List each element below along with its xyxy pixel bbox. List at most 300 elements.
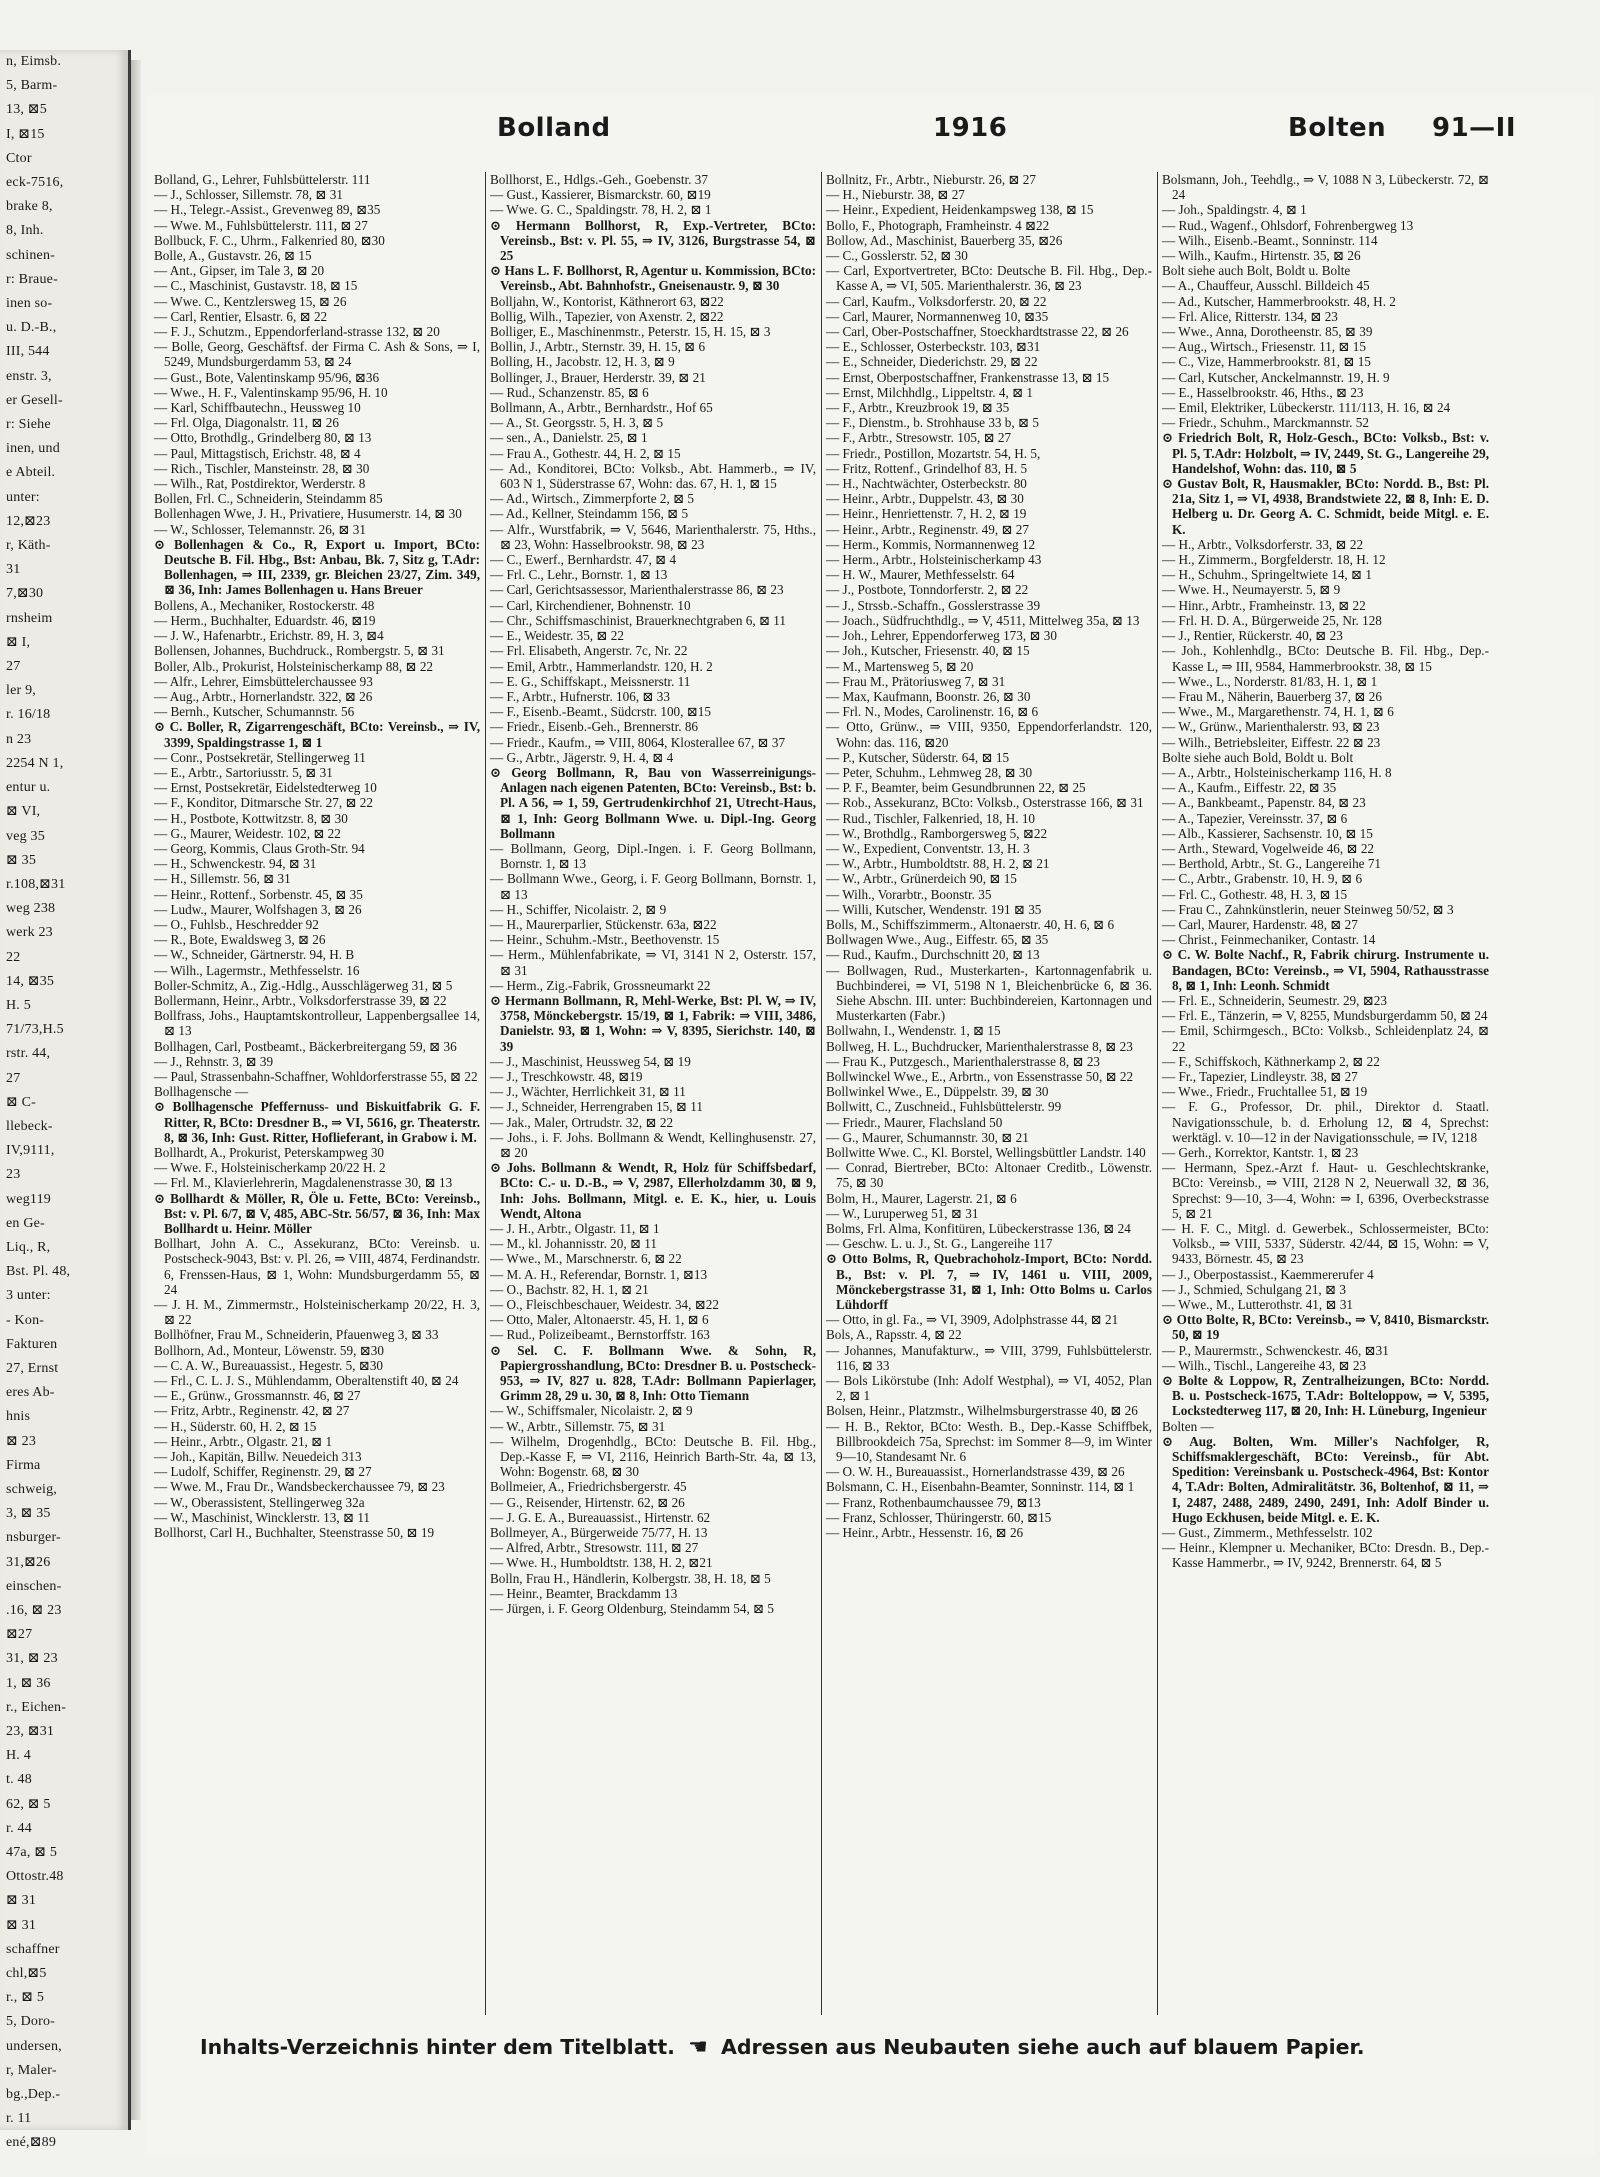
firm-entry: ⊙ Bollenhagen & Co., R, Export u. Import, BCto: Deutsche B. Fil. Hbg., Bst: Anbau, Bk. 7, Sitz g, T.Adr: Bollenhagen, ⇒ III, 2339, gr. Bleichen 23/27, Zim. 349, ⊠ 36, Inh: James Bollenhagen u. Hans Breuer (154, 536, 480, 598)
left-page-fragment: 31 (6, 562, 21, 578)
directory-entry: — Ernst, Milchhdlg., Lippeltstr. 4, ⊠ 1 (826, 384, 1034, 400)
directory-entry: — Wwe. C., Kentzlersweg 15, ⊠ 26 (154, 293, 347, 309)
directory-entry: — C., Gosslerstr. 52, ⊠ 30 (826, 248, 968, 264)
directory-entry: — O., Fuhlsb., Heschredder 92 (154, 916, 319, 932)
header-year: 1916 (933, 113, 1008, 143)
directory-entry: — J., Rentier, Rückerstr. 40, ⊠ 23 (1162, 628, 1343, 644)
left-page-fragment: 62, ⊠ 5 (6, 1796, 51, 1812)
left-page-fragment: 3, ⊠ 35 (6, 1506, 51, 1522)
directory-entry: — Gerh., Korrektor, Kantstr. 1, ⊠ 23 (1162, 1145, 1359, 1160)
directory-entry: Bolljahn, W., Kontorist, Käthnerort 63, ⊠22 (490, 293, 724, 309)
directory-entry: — Rud., Tischler, Falkenried, 18, H. 10 (826, 810, 1036, 826)
directory-entry: Bolsen, Heinr., Platzmstr., Wilhelmsburgerstrasse 40, ⊠ 26 (826, 1403, 1138, 1419)
left-page-fragment: 27 (6, 659, 21, 675)
left-page-fragment: inen so- (6, 296, 53, 312)
directory-entry: — Frl. E., Tänzerin, ⇒ V, 8255, Mundsburgerdamm 50, ⊠ 24 (1162, 1008, 1488, 1024)
directory-entry: — H., Nachtwächter, Osterbeckstr. 80 (826, 476, 1027, 492)
directory-entry: — H., Nieburstr. 38, ⊠ 27 (826, 187, 965, 203)
left-page-fragment: Firma (6, 1457, 41, 1473)
directory-entry: — J., Wächter, Herrlichkeit 31, ⊠ 11 (490, 1084, 686, 1100)
directory-entry: — Joh., Kohlenhdlg., BCto: Deutsche B. Fil. Hbg., Dep.-Kasse L, ⇒ III, 9584, Hammerbrookstr. 38, ⊠ 15 (1162, 643, 1489, 674)
firm-entry: ⊙ C. W. Bolte Nachf., R, Fabrik chirurg. Instrumente u. Bandagen, BCto: Vereinsb., ⇒ VI, 5904, Rathausstrasse 8, ⊠ 1, Inh: Leonh. Schmidt (1162, 947, 1489, 993)
directory-entry: — Georg, Kommis, Claus Groth-Str. 94 (154, 840, 365, 856)
directory-entry: — Otto, in gl. Fa., ⇒ VI, 3909, Adolphstrasse 44, ⊠ 21 (826, 1312, 1119, 1328)
directory-entry: — Emil, Arbtr., Hammerlandstr. 120, H. 2 (490, 658, 713, 674)
directory-entry: — F., Arbtr., Stresowstr. 105, ⊠ 27 (826, 430, 1012, 446)
directory-entry: — Carl, Ober-Postschaffner, Stoeckhardtstrasse 22, ⊠ 26 (826, 324, 1129, 340)
left-page-fragment: III, 544 (6, 344, 50, 360)
directory-entry: — Paul, Strassenbahn-Schaffner, Wohldorferstrasse 55, ⊠ 22 (154, 1068, 478, 1084)
directory-entry: — Johs., i. F. Johs. Bollmann & Wendt, Kellinghusenstr. 27, ⊠ 20 (490, 1129, 816, 1160)
directory-entry: — W., Arbtr., Humboldtstr. 88, H. 2, ⊠ 21 (826, 856, 1050, 872)
directory-entry: Bollmeier, A., Friedrichsbergerstr. 45 (490, 1479, 687, 1495)
directory-entry: — Heinr., Arbtr., Hessenstr. 16, ⊠ 26 (826, 1525, 1024, 1541)
directory-entry: — Wilh., Lagermstr., Methfesselstr. 16 (154, 962, 360, 978)
left-page-fragment: veg 35 (6, 828, 45, 844)
footer-new-buildings-note: Adressen aus Neubauten siehe auch auf blauem Papier. (720, 2035, 1365, 2059)
directory-entry: — Wwe., Friedr., Fruchtallee 51, ⊠ 19 (1162, 1084, 1368, 1100)
directory-entry: — H., Arbtr., Volksdorferstr. 33, ⊠ 22 (1162, 536, 1364, 552)
left-page-fragment: ⊠ 31 (6, 1917, 37, 1933)
left-page-fragment: hnis (6, 1409, 31, 1425)
directory-entry: Boller-Schmitz, A., Zig.-Hdlg., Ausschlägerweg 31, ⊠ 5 (154, 977, 453, 993)
directory-entry: — Berthold, Arbtr., St. G., Langereihe 71 (1162, 856, 1382, 872)
directory-page (145, 95, 1595, 2155)
directory-entry: — H., Süderstr. 60, H. 2, ⊠ 15 (154, 1418, 317, 1434)
directory-entry: — J. H. M., Zimmermstr., Holsteinischerkamp 20/22, H. 3, ⊠ 22 (154, 1297, 480, 1328)
directory-entry: — Emil, Schirmgesch., BCto: Volksb., Schleidenplatz 24, ⊠ 22 (1162, 1023, 1489, 1054)
directory-entry: — Frl. E., Schneiderin, Seumestr. 29, ⊠23 (1162, 992, 1387, 1008)
directory-entry: — G., Maurer, Schumannstr. 30, ⊠ 21 (826, 1129, 1029, 1145)
pointing-hand-icon: ☚ (688, 2035, 708, 2060)
directory-entry: Bollensen, Johannes, Buchdruck., Rombergstr. 5, ⊠ 31 (154, 643, 445, 659)
left-page-fragment: llebeck- (6, 1118, 53, 1134)
directory-entry: — F., Schiffskoch, Käthnerkamp 2, ⊠ 22 (1162, 1053, 1380, 1069)
firm-entry: ⊙ Johs. Bollmann & Wendt, R, Holz für Schiffsbedarf, BCto: C.- u. D.-B., ⇒ V, 2987, Ellerholzdamm 30, ⊠ 9, Inh: Johs. Bollmann, Mitgl. e. E. K., hier, u. Louis Wendt, Altona (490, 1160, 816, 1221)
left-page-fragment: 2254 N 1, (6, 755, 64, 771)
directory-entry: — Heinr., Arbtr., Olgastr. 21, ⊠ 1 (154, 1433, 333, 1449)
directory-entry: — Otto, Brothdlg., Grindelberg 80, ⊠ 13 (154, 430, 372, 446)
directory-entry: — Frl. M., Klavierlehrerin, Magdalenenstrasse 30, ⊠ 13 (154, 1175, 453, 1191)
directory-entry: — Franz, Rothenbaumchaussee 79, ⊠13 (826, 1494, 1041, 1510)
left-page-fragment: ⊠ 23 (6, 1433, 37, 1449)
directory-entry: — C., Maschinist, Gustavstr. 18, ⊠ 15 (154, 278, 358, 294)
directory-entry: — H., Postbote, Kottwitzstr. 8, ⊠ 30 (154, 810, 348, 826)
directory-entry: — Rud., Kaufm., Durchschnitt 20, ⊠ 13 (826, 947, 1040, 963)
directory-entry: Bolls, M., Schiffszimmerm., Altonaerstr. 40, H. 6, ⊠ 6 (826, 916, 1115, 932)
directory-entry: Bols, A., Rapsstr. 4, ⊠ 22 (826, 1327, 962, 1343)
left-page-fragment: 22 (6, 949, 21, 965)
directory-entry: — Ad., Kellner, Steindamm 156, ⊠ 5 (490, 506, 689, 522)
directory-entry: — Otto, Grünw., ⇒ VIII, 9350, Eppendorferlandstr. 120, Wohn: das. 116, ⊠20 (826, 719, 1152, 750)
left-page-fragment: schinen- (6, 247, 56, 263)
directory-entry: — W., Grünw., Marienthalerstr. 93, ⊠ 23 (1162, 719, 1380, 735)
left-page-fragment: 1, ⊠ 36 (6, 1675, 51, 1691)
directory-entry: — Frau K., Putzgesch., Marienthalerstrasse 8, ⊠ 23 (826, 1053, 1101, 1069)
directory-entry: — Joach., Südfruchthdlg., ⇒ V, 4511, Mittelweg 35a, ⊠ 13 (826, 612, 1140, 628)
directory-entry: — R., Bote, Ewaldsweg 3, ⊠ 26 (154, 932, 326, 948)
directory-entry: Bolle, A., Gustavstr. 26, ⊠ 15 (154, 248, 312, 264)
directory-entry: Bollermann, Heinr., Arbtr., Volksdorferstrasse 39, ⊠ 22 (154, 992, 447, 1008)
directory-entry: — Bollmann, Georg, Dipl.-Ingen. i. F. Georg Bollmann, Bornstr. 1, ⊠ 13 (490, 840, 816, 872)
directory-entry: — Carl, Maurer, Normannenweg 10, ⊠35 (826, 308, 1049, 324)
directory-columns (150, 172, 1496, 2015)
header-last-name: Bolten (1288, 113, 1387, 143)
directory-entry: — Hinr., Arbtr., Framheinstr. 13, ⊠ 22 (1162, 597, 1366, 613)
directory-entry: Bollbuck, F. C., Uhrm., Falkenried 80, ⊠30 (154, 232, 385, 248)
directory-entry: Bollow, Ad., Maschinist, Bauerberg 35, ⊠26 (826, 232, 1063, 248)
directory-entry: — C., Ewerf., Bernhardstr. 47, ⊠ 4 (490, 552, 677, 568)
left-page-fragment: en Ge- (6, 1215, 45, 1231)
left-page-fragment: r: Siehe (6, 417, 51, 433)
directory-entry: — Wwe., H. F., Valentinskamp 95/96, H. 10 (154, 384, 388, 400)
directory-entry: — W., Schneider, Gärtnerstr. 94, H. B (154, 947, 355, 963)
left-page-fragment: IV,9111, (6, 1143, 55, 1159)
firm-entry: ⊙ Bollhardt & Möller, R, Öle u. Fette, BCto: Vereinsb., Bst: v. Pl. 6/7, ⊠ V, 485, ABC-Str. 56/57, ⊠ 36, Inh: Max Bollhardt u. Heinr. Möller (154, 1190, 480, 1237)
directory-entry: — F. G., Professor, Dr. phil., Direktor d. Staatl. Navigationsschule, b. d. Erholung 12, ⊠ 4, Sprechst: werktägl. v. 10—12 in der Navigationsschule, ⇒ IV, 1218 (1162, 1099, 1489, 1145)
directory-entry: Bollhagensche — (154, 1084, 249, 1100)
directory-entry: — P. F., Beamter, beim Gesundbrunnen 22, ⊠ 25 (826, 780, 1086, 796)
directory-entry: Bollwinkel Wwe., E., Düppelstr. 39, ⊠ 30 (826, 1084, 1049, 1100)
left-page-fragment: r, Maler- (6, 2062, 57, 2078)
directory-entry: — F., Arbtr., Kreuzbrook 19, ⊠ 35 (826, 400, 1010, 416)
firm-entry: ⊙ Friedrich Bolt, R, Holz-Gesch., BCto: Volksb., Bst: v. Pl. 5, T.Adr: Holzbolt, ⇒ IV, 2449, St. G., Langereihe 29, Handelshof, Wohn: das. 110, ⊠ 5 (1162, 430, 1489, 476)
left-page-fragment: er Gesell- (6, 392, 63, 408)
directory-entry: — Alb., Kassierer, Sachsenstr. 10, ⊠ 15 (1162, 825, 1373, 841)
left-page-fragment: entur u. (6, 780, 51, 796)
left-page-fragment: werk 23 (6, 925, 53, 941)
page-footer (200, 2035, 1540, 2065)
directory-entry: — Wwe. M., Frau Dr., Wandsbeckerchaussee 79, ⊠ 23 (154, 1479, 445, 1495)
directory-entry: — Ludolf, Schiffer, Reginenstr. 29, ⊠ 27 (154, 1464, 372, 1480)
column-4 (1158, 172, 1494, 2015)
directory-entry: — Fritz, Rottenf., Grindelhof 83, H. 5 (826, 460, 1028, 476)
directory-entry: Bolte siehe auch Bold, Boldt u. Bolt (1162, 749, 1354, 765)
directory-entry: — Carl, Exportvertreter, BCto: Deutsche B. Fil. Hbg., Dep.-Kasse A, ⇒ VI, 505. Marienthalerstr. 36, ⊠ 23 (826, 263, 1152, 294)
directory-entry: — W., Maschinist, Wincklerstr. 13, ⊠ 11 (154, 1509, 371, 1525)
directory-entry: — Bols Likörstube (Inh: Adolf Westphal), ⇒ VI, 4052, Plan 2, ⊠ 1 (826, 1373, 1152, 1404)
directory-entry: — Peter, Schuhm., Lehmweg 28, ⊠ 30 (826, 764, 1033, 780)
left-page-fragment: Bst. Pl. 48, (6, 1264, 71, 1280)
directory-entry: — Carl, Kaufm., Volksdorferstr. 20, ⊠ 22 (826, 293, 1047, 309)
directory-entry: — Aug., Wirtsch., Friesenstr. 11, ⊠ 15 (1162, 339, 1366, 355)
left-page-fragment: 13, ⊠5 (6, 102, 47, 118)
directory-entry: — Wwe. G. C., Spaldingstr. 78, H. 2, ⊠ 1 (490, 202, 712, 218)
directory-entry: — G., Reisender, Hirtenstr. 62, ⊠ 26 (490, 1494, 685, 1510)
directory-entry: Bollhöfner, Frau M., Schneiderin, Pfauenweg 3, ⊠ 33 (154, 1327, 439, 1343)
column-3 (822, 172, 1158, 2015)
directory-entry: Bolm, H., Maurer, Lagerstr. 21, ⊠ 6 (826, 1190, 1017, 1206)
directory-entry: — Geschw. L. u. J., St. G., Langereihe 117 (826, 1236, 1053, 1252)
directory-entry: — H., Zimmerm., Borgfelderstr. 18, H. 12 (1162, 552, 1386, 568)
directory-entry: — M., kl. Johannisstr. 20, ⊠ 11 (490, 1236, 657, 1252)
directory-entry: — Frl. C., Gothestr. 48, H. 3, ⊠ 15 (1162, 886, 1348, 902)
left-page-fragment: e Abteil. (6, 465, 56, 481)
directory-entry: Bollwahn, I., Wendenstr. 1, ⊠ 15 (826, 1023, 1001, 1039)
directory-entry: Bolt siehe auch Bolt, Boldt u. Bolte (1162, 263, 1351, 279)
left-page-fragment: r., Eichen- (6, 1699, 67, 1715)
footer-index-note: Inhalts-Verzeichnis hinter dem Titelblatt. (200, 2035, 675, 2059)
page-header (145, 95, 1595, 151)
firm-entry: ⊙ Otto Bolte, R, BCto: Vereinsb., ⇒ V, 8410, Bismarckstr. 50, ⊠ 19 (1162, 1312, 1489, 1343)
directory-entry: — W., Arbtr., Grünerdeich 90, ⊠ 15 (826, 871, 1017, 887)
left-page-fragment: r. 16/18 (6, 707, 51, 723)
left-page-fragment: unter: (6, 489, 40, 505)
directory-entry: — Joh., Kutscher, Friesenstr. 40, ⊠ 15 (826, 643, 1030, 659)
left-page-fragment: ⊠ 35 (6, 852, 37, 868)
directory-entry: — Wilh., Eisenb.-Beamt., Sonninstr. 114 (1162, 232, 1378, 248)
directory-entry: — Joh., Kapitän, Billw. Neuedeich 313 (154, 1449, 362, 1465)
directory-entry: — Rud., Wagenf., Ohlsdorf, Fohrenbergweg 13 (1162, 217, 1414, 233)
directory-entry: — W., Schiffsmaler, Nicolaistr. 2, ⊠ 9 (490, 1403, 693, 1419)
left-page-fragment: H. 5 (6, 997, 31, 1013)
directory-entry: — sen., A., Danielstr. 25, ⊠ 1 (490, 430, 648, 446)
directory-entry: — Ad., Wirtsch., Zimmerpforte 2, ⊠ 5 (490, 491, 695, 507)
left-page-fragment: r. 44 (6, 1820, 32, 1836)
directory-entry: — Wilh., Vorarbtr., Boonstr. 35 (826, 886, 992, 902)
directory-entry: — Jürgen, i. F. Georg Oldenburg, Steindamm 54, ⊠ 5 (490, 1601, 774, 1617)
directory-entry: — A., Tapezier, Vereinsstr. 37, ⊠ 6 (1162, 810, 1348, 826)
left-page-fragment: rnsheim (6, 610, 53, 626)
left-page-fragment: ⊠ I, (6, 634, 31, 650)
directory-entry: — Ant., Gipser, im Tale 3, ⊠ 20 (154, 263, 325, 279)
directory-entry: — Herm., Zig.-Fabrik, Grossneumarkt 22 (490, 977, 711, 993)
left-page-fragment: rstr. 44, (6, 1046, 51, 1062)
directory-entry: — Friedr., Maurer, Flachsland 50 (826, 1114, 1003, 1130)
directory-entry: — Bolle, Georg, Geschäftsf. der Firma C. Ash & Sons, ⇒ I, 5249, Mundsburgerdamm 53, ⊠ 24 (154, 339, 480, 370)
left-page-fragment: bg.,Dep.- (6, 2087, 61, 2103)
directory-entry: — J., Oberpostassist., Kaemmererufer 4 (1162, 1266, 1374, 1282)
directory-entry: — Wwe., M., Margarethenstr. 74, H. 1, ⊠ 6 (1162, 704, 1394, 720)
left-page-fragment: 47a, ⊠ 5 (6, 1845, 58, 1861)
firm-entry: ⊙ Otto Bolms, R, Quebrachoholz-Import, BCto: Nordd. B., Bst: v. Pl. 7, ⇒ IV, 1461 u. VIII, 2009, Mönckebergstrasse 31, ⊠ 1, Inh: Otto Bolms u. Carlos Lühdorff (826, 1251, 1152, 1313)
directory-entry: — Conrad, Biertreber, BCto: Altonaer Creditb., Löwenstr. 75, ⊠ 30 (826, 1160, 1152, 1191)
directory-entry: — H., Schwenckestr. 94, ⊠ 31 (154, 856, 317, 872)
directory-entry: Bollhagen, Carl, Postbeamt., Bäckerbreitergang 59, ⊠ 36 (154, 1038, 457, 1054)
directory-entry: — Heinr., Beamter, Brackdamm 13 (490, 1585, 678, 1601)
directory-entry: — C. A. W., Bureauassist., Hegestr. 5, ⊠30 (154, 1357, 384, 1373)
left-page-fragment: eres Ab- (6, 1385, 55, 1401)
directory-entry: — Wwe. F., Holsteinischerkamp 20/22 H. 2 (154, 1160, 386, 1176)
directory-entry: — W., Brothdlg., Ramborgersweg 5, ⊠22 (826, 825, 1048, 841)
directory-entry: — Wwe. H., Neumayerstr. 5, ⊠ 9 (1162, 582, 1341, 598)
directory-entry: — Ernst, Postsekretär, Eidelstedterweg 10 (154, 780, 377, 796)
left-page-fragment: ené,⊠89 (6, 2135, 57, 2151)
directory-entry: Bolsmann, C. H., Eisenbahn-Beamter, Sonninstr. 114, ⊠ 1 (826, 1479, 1135, 1495)
left-page-fragment: r, Käth- (6, 538, 51, 554)
left-page-fragment: I, ⊠15 (6, 126, 45, 142)
left-page-fragment: t. 48 (6, 1772, 32, 1788)
directory-entry: Bolten — (1162, 1418, 1214, 1434)
left-page-fragment: 8, Inh. (6, 223, 44, 239)
directory-entry: — H., Schiffer, Nicolaistr. 2, ⊠ 9 (490, 901, 667, 917)
directory-entry: — Wilh., Betriebsleiter, Eiffestr. 22 ⊠ 23 (1162, 734, 1381, 750)
directory-entry: Bollens, A., Mechaniker, Rostockerstr. 48 (154, 597, 375, 613)
directory-entry: — Wilh., Tischl., Langereihe 43, ⊠ 23 (1162, 1357, 1367, 1373)
directory-entry: — Friedr., Kaufm., ⇒ VIII, 8064, Klosterallee 67, ⊠ 37 (490, 734, 786, 750)
firm-entry: ⊙ Sel. C. F. Bollmann Wwe. & Sohn, R, Papiergrosshandlung, BCto: Dresdner B. u. Postscheck- 953, ⇒ IV, 827 u. 828, T.Adr: Bollmann Papierlager, Grimm 28, 29 u. 30, ⊠ 8, Inh: Otto Tiemann (490, 1342, 816, 1404)
directory-entry: — Carl, Gerichtsassessor, Marienthalerstrasse 86, ⊠ 23 (490, 582, 784, 598)
directory-entry: Bollmann, A., Arbtr., Bernhardstr., Hof 65 (490, 400, 713, 416)
left-page-fragment: 7,⊠30 (6, 586, 44, 602)
directory-entry: — Frl. Alice, Ritterstr. 134, ⊠ 23 (1162, 308, 1338, 324)
left-page-fragment: n 23 (6, 731, 32, 747)
directory-entry: — Joh., Spaldingstr. 4, ⊠ 1 (1162, 202, 1307, 218)
directory-entry: — F., Eisenb.-Beamt., Südcrstr. 100, ⊠15 (490, 704, 711, 720)
directory-entry: — J. H., Arbtr., Olgastr. 11, ⊠ 1 (490, 1221, 660, 1237)
firm-entry: ⊙ Aug. Bolten, Wm. Miller's Nachfolger, R, Schiffsmaklergeschäft, BCto: Vereinsb., für Abt. Spedition: Vereinsbank u. Postscheck-4964, Bst: Kontor 4, T.Adr: Bolten, Admiralitätstr. 36, Boltenhof, ⊠ 11, ⇒ I, 2487, 2488, 2489, 2490, 2491, Inh: Adolf Binder u. Hugo Eckhusen, beide Mitgl. e. E. K. (1162, 1433, 1489, 1525)
directory-entry: Bollhorst, E., Hdlgs.-Geh., Goebenstr. 37 (490, 172, 708, 187)
directory-entry: — Rud., Polizeibeamt., Bernstorffstr. 163 (490, 1327, 710, 1343)
directory-entry: — Alfr., Wurstfabrik, ⇒ V, 5646, Marienthalerstr. 75, Hths., ⊠ 23, Wohn: Hasselbrookstr. 98, ⊠ 23 (490, 521, 816, 552)
directory-entry: — A., Arbtr., Holsteinischerkamp 116, H. 8 (1162, 764, 1392, 780)
directory-entry: — Heinr., Henriettenstr. 7, H. 2, ⊠ 19 (826, 506, 1027, 522)
directory-entry: Boller, Alb., Prokurist, Holsteinischerkamp 88, ⊠ 22 (154, 658, 434, 674)
directory-entry: Bollwagen Wwe., Aug., Eiffestr. 65, ⊠ 35 (826, 932, 1049, 948)
directory-entry: — E., Grünw., Grossmannstr. 46, ⊠ 27 (154, 1388, 361, 1404)
directory-entry: — Frau C., Zahnkünstlerin, neuer Steinweg 50/52, ⊠ 3 (1162, 901, 1454, 917)
left-page-fragment: 31, ⊠ 23 (6, 1651, 58, 1667)
directory-entry: — H., Maurerparlier, Stückenstr. 63a, ⊠22 (490, 916, 717, 932)
directory-entry: — J., Maschinist, Heussweg 54, ⊠ 19 (490, 1053, 691, 1069)
firm-entry: ⊙ Hermann Bollmann, R, Mehl-Werke, Bst: Pl. W, ⇒ IV, 3758, Mönckebergstr. 15/19, ⊠ 1, Fabrik: ⇒ VIII, 3486, Danielstr. 93, ⊠ 1, Wohn: ⇒ V, 8395, Sierichstr. 140, ⊠ 39 (490, 992, 816, 1054)
left-page-fragment: schweig, (6, 1481, 57, 1497)
directory-entry: — J., Rehnstr. 3, ⊠ 39 (154, 1053, 274, 1069)
directory-entry: Bollhardt, A., Prokurist, Peterskampweg 30 (154, 1145, 385, 1160)
directory-entry: Bollinger, J., Brauer, Herderstr. 39, ⊠ 21 (490, 369, 706, 385)
left-page-fragment: eck-7516, (6, 175, 64, 191)
directory-entry: — Joh., Lehrer, Eppendorferweg 173, ⊠ 30 (826, 628, 1057, 644)
directory-entry: Bolling, H., Jacobstr. 12, H. 3, ⊠ 9 (490, 354, 675, 370)
directory-entry: — Conr., Postsekretär, Stellingerweg 11 (154, 749, 366, 765)
directory-entry: — J., Schlosser, Sillemstr. 78, ⊠ 31 (154, 187, 343, 203)
firm-entry: ⊙ Bollhagensche Pfeffernuss- und Biskuitfabrik G. F. Ritter, R, BCto: Dresdner B., ⇒ VI, 5616, gr. Theaterstr. 8, ⊠ 36, Inh: Gust. Ritter, Hoflieferant, in Grabow i. M. (154, 1099, 480, 1145)
directory-entry: — Aug., Arbtr., Hornerlandstr. 322, ⊠ 26 (154, 688, 373, 704)
left-page-fragment: chl,⊠5 (6, 1966, 47, 1982)
directory-entry: — Heinr., Rottenf., Sorbenstr. 45, ⊠ 35 (154, 886, 363, 902)
directory-entry: — Christ., Feinmechaniker, Contastr. 14 (1162, 932, 1376, 948)
left-page-fragment: H. 4 (6, 1748, 31, 1764)
directory-entry: — Heinr., Expedient, Heidenkampsweg 138, ⊠ 15 (826, 202, 1094, 218)
left-page-fragment: Liq., R, (6, 1239, 51, 1255)
left-page-fragment: 71/73,H.5 (6, 1022, 64, 1038)
directory-entry: — G., Maurer, Weidestr. 102, ⊠ 22 (154, 825, 341, 841)
left-page-fragment: r.108,⊠31 (6, 876, 66, 892)
directory-entry: — Willi, Kutscher, Wendenstr. 191 ⊠ 35 (826, 901, 1042, 917)
directory-entry: — Frl., C. L. J. S., Mühlendamm, Oberaltenstift 40, ⊠ 24 (154, 1373, 459, 1389)
firm-entry: ⊙ Georg Bollmann, R, Bau von Wasserreinigungs-Anlagen nach eigenen Patenten, BCto: Vereinsb., Bst: b. Pl. A 56, ⇒ 1, 59, Gertrudenkirchhof 21, Utrecht-Haus, ⊠ 1, Inh: Georg Bollmann Wwe. u. Dipl.-Ing. Georg Bollmann (490, 764, 816, 841)
left-page-fragment: .16, ⊠ 23 (6, 1603, 62, 1618)
left-page-fragment: ⊠27 (6, 1627, 33, 1643)
directory-entry: — Hermann, Spez.-Arzt f. Haut- u. Geschlechtskranke, BCto: Vereinsb., ⇒ VIII, 2128 N 2, Neuerwall 32, ⊠ 36, Sprechst: 9—10, 3—4, Wohn: ⇒ I, 6396, Overbeckstrasse 5, ⊠ 21 (1162, 1160, 1489, 1221)
directory-entry: — Carl, Kirchendiener, Bohnenstr. 10 (490, 597, 691, 613)
directory-entry: — E., Weidestr. 35, ⊠ 22 (490, 628, 624, 644)
directory-entry: — P., Kutscher, Süderstr. 64, ⊠ 15 (826, 749, 1010, 765)
directory-entry: — Alfr., Lehrer, Eimsbüttelerchaussee 93 (154, 673, 373, 689)
directory-entry: — P., Maurermstr., Schwenckestr. 46, ⊠31 (1162, 1342, 1389, 1358)
directory-entry: — C., Vize, Hammerbrookstr. 81, ⊠ 15 (1162, 354, 1371, 370)
directory-entry: — J., Strssb.-Schaffn., Gosslerstrasse 39 (826, 597, 1041, 613)
directory-entry: — Friedr., Schuhm., Marckmannstr. 52 (1162, 415, 1369, 431)
directory-entry: — W., Oberassistent, Stellingerweg 32a (154, 1494, 365, 1510)
column-1 (150, 172, 486, 2015)
left-page-fragment: schaffner (6, 1941, 60, 1957)
directory-entry: — Frl. C., Lehr., Bornstr. 1, ⊠ 13 (490, 567, 668, 583)
left-page-fragment: weg 238 (6, 901, 56, 917)
page-number: 91—II (1432, 113, 1517, 143)
directory-entry: Bollo, F., Photograph, Framheinstr. 4 ⊠22 (826, 217, 1050, 233)
left-page-fragment: r. 11 (6, 2111, 32, 2127)
left-page-fragment: weg119 (6, 1191, 52, 1207)
directory-entry: — Carl, Rentier, Elsastr. 6, ⊠ 22 (154, 308, 328, 324)
left-page-fragment: ⊠ 31 (6, 1893, 37, 1909)
directory-entry: — Frl. Elisabeth, Angerstr. 7c, Nr. 22 (490, 643, 688, 659)
directory-entry: — F., Dienstm., b. Strohhause 33 b, ⊠ 5 (826, 415, 1039, 431)
directory-entry: — Rich., Tischler, Mansteinstr. 28, ⊠ 30 (154, 460, 370, 476)
header-first-name: Bolland (497, 113, 611, 143)
directory-entry: — Heinr., Arbtr., Duppelstr. 43, ⊠ 30 (826, 491, 1024, 507)
directory-entry: — Frau A., Gothestr. 44, H. 2, ⊠ 15 (490, 445, 681, 461)
left-page-fragment: 3 unter: (6, 1288, 51, 1304)
left-page-margin (0, 50, 131, 2151)
directory-entry: — E. G., Schiffskapt., Meissnerstr. 11 (490, 673, 691, 689)
directory-entry: — Chr., Schiffsmaschinist, Brauerknechtgraben 6, ⊠ 11 (490, 612, 786, 628)
left-page-fragment: ⊠ VI, (6, 804, 41, 820)
directory-entry: — C., Arbtr., Grabenstr. 10, H. 9, ⊠ 6 (1162, 871, 1363, 887)
directory-entry: — Gust., Zimmerm., Methfesselstr. 102 (1162, 1525, 1373, 1541)
directory-entry: — Wilhelm, Drogenhdlg., BCto: Deutsche B. Fil. Hbg., Dep.-Kasse F, ⇒ VI, 2116, Heinrich Barth-Str. 4a, ⊠ 13, Wohn: Bogenstr. 68, ⊠ 30 (490, 1433, 816, 1480)
directory-entry: Bollen, Frl. C., Schneiderin, Steindamm 85 (154, 491, 383, 507)
directory-entry: — H. W., Maurer, Methfesselstr. 64 (826, 567, 1015, 583)
directory-entry: — Wilh., Rat, Postdirektor, Werderstr. 8 (154, 476, 366, 492)
directory-entry: — J. G. E. A., Bureauassist., Hirtenstr. 62 (490, 1509, 711, 1525)
left-page-fragment: 5, Barm- (6, 78, 58, 94)
left-page-fragment: 27, Ernst (6, 1360, 59, 1376)
left-page-fragment: 12,⊠23 (6, 513, 51, 529)
directory-entry: — Frau M., Prätoriusweg 7, ⊠ 31 (826, 673, 1006, 689)
directory-entry: — G., Arbtr., Jägerstr. 9, H. 4, ⊠ 4 (490, 749, 674, 765)
directory-entry: — Gust., Kassierer, Bismarckstr. 60, ⊠19 (490, 187, 711, 203)
firm-entry: ⊙ C. Boller, R, Zigarrengeschäft, BCto: Vereinsb., ⇒ IV, 3399, Spaldingstrasse 1, ⊠ 1 (154, 719, 480, 750)
directory-entry: — A., Bankbeamt., Papenstr. 84, ⊠ 23 (1162, 795, 1366, 811)
directory-entry: — W., Schlosser, Telemannstr. 26, ⊠ 31 (154, 521, 366, 537)
directory-entry: — Jak., Maler, Ortrudstr. 32, ⊠ 22 (490, 1114, 674, 1130)
directory-entry: — H. F. C., Mitgl. d. Gewerbek., Schlossermeister, BCto: Volksb., ⇒ VIII, 5337, Süderstr. 42/44, ⊠ 15, Wohn: ⇒ V, 9433, Börnestr. 45, ⊠ 23 (1162, 1221, 1489, 1267)
left-page-fragment: 14, ⊠35 (6, 973, 55, 989)
directory-entry: — Wwe. H., Humboldtstr. 138, H. 2, ⊠21 (490, 1555, 713, 1571)
directory-entry: — E., Schneider, Diederichstr. 29, ⊠ 22 (826, 354, 1038, 370)
left-page-fragment: undersen, (6, 2038, 62, 2054)
firm-entry: ⊙ Bolte & Loppow, R, Zentralheizungen, BCto: Nordd. B. u. Postscheck-1675, T.Adr: Bolteloppow, ⇒ V, 5395, Lockstedterweg 117, ⊠ 20, Inh: H. Lüneburg, Ingenieur (1162, 1373, 1489, 1419)
directory-entry: — W., Arbtr., Sillemstr. 75, ⊠ 31 (490, 1418, 666, 1434)
directory-entry: — Wwe., Anna, Dorotheenstr. 85, ⊠ 39 (1162, 324, 1373, 340)
directory-entry: — O., Fleischbeschauer, Weidestr. 34, ⊠22 (490, 1297, 719, 1313)
directory-entry: — Frau M., Näherin, Bauerberg 37, ⊠ 26 (1162, 688, 1382, 704)
directory-entry: — Wilh., Kaufm., Hirtenstr. 35, ⊠ 26 (1162, 248, 1361, 264)
left-page-fragment: einschen- (6, 1578, 62, 1594)
directory-entry: — W., Luruperweg 51, ⊠ 31 (826, 1205, 979, 1221)
directory-entry: Bollmeyer, A., Bürgerweide 75/77, H. 13 (490, 1525, 708, 1541)
directory-entry: — Frl. Olga, Diagonalstr. 11, ⊠ 26 (154, 415, 339, 431)
directory-entry: — Johannes, Manufakturw., ⇒ VIII, 3799, Fuhlsbüttelerstr. 116, ⊠ 33 (826, 1342, 1152, 1373)
left-page-fragment: Ctor (6, 150, 32, 166)
directory-entry: — Wwe. M., Fuhlsbüttelerstr. 111, ⊠ 27 (154, 217, 368, 233)
left-page-fragment: u. D.-B., (6, 320, 57, 336)
directory-entry: — O. W. H., Bureauassist., Hornerlandstrasse 439, ⊠ 26 (826, 1464, 1125, 1480)
left-page-fragment: brake 8, (6, 199, 53, 215)
directory-entry: — Heinr., Schuhm.-Mstr., Beethovenstr. 15 (490, 932, 720, 948)
directory-entry: Bollig, Wilh., Tapezier, von Axenstr. 2, ⊠22 (490, 308, 724, 324)
